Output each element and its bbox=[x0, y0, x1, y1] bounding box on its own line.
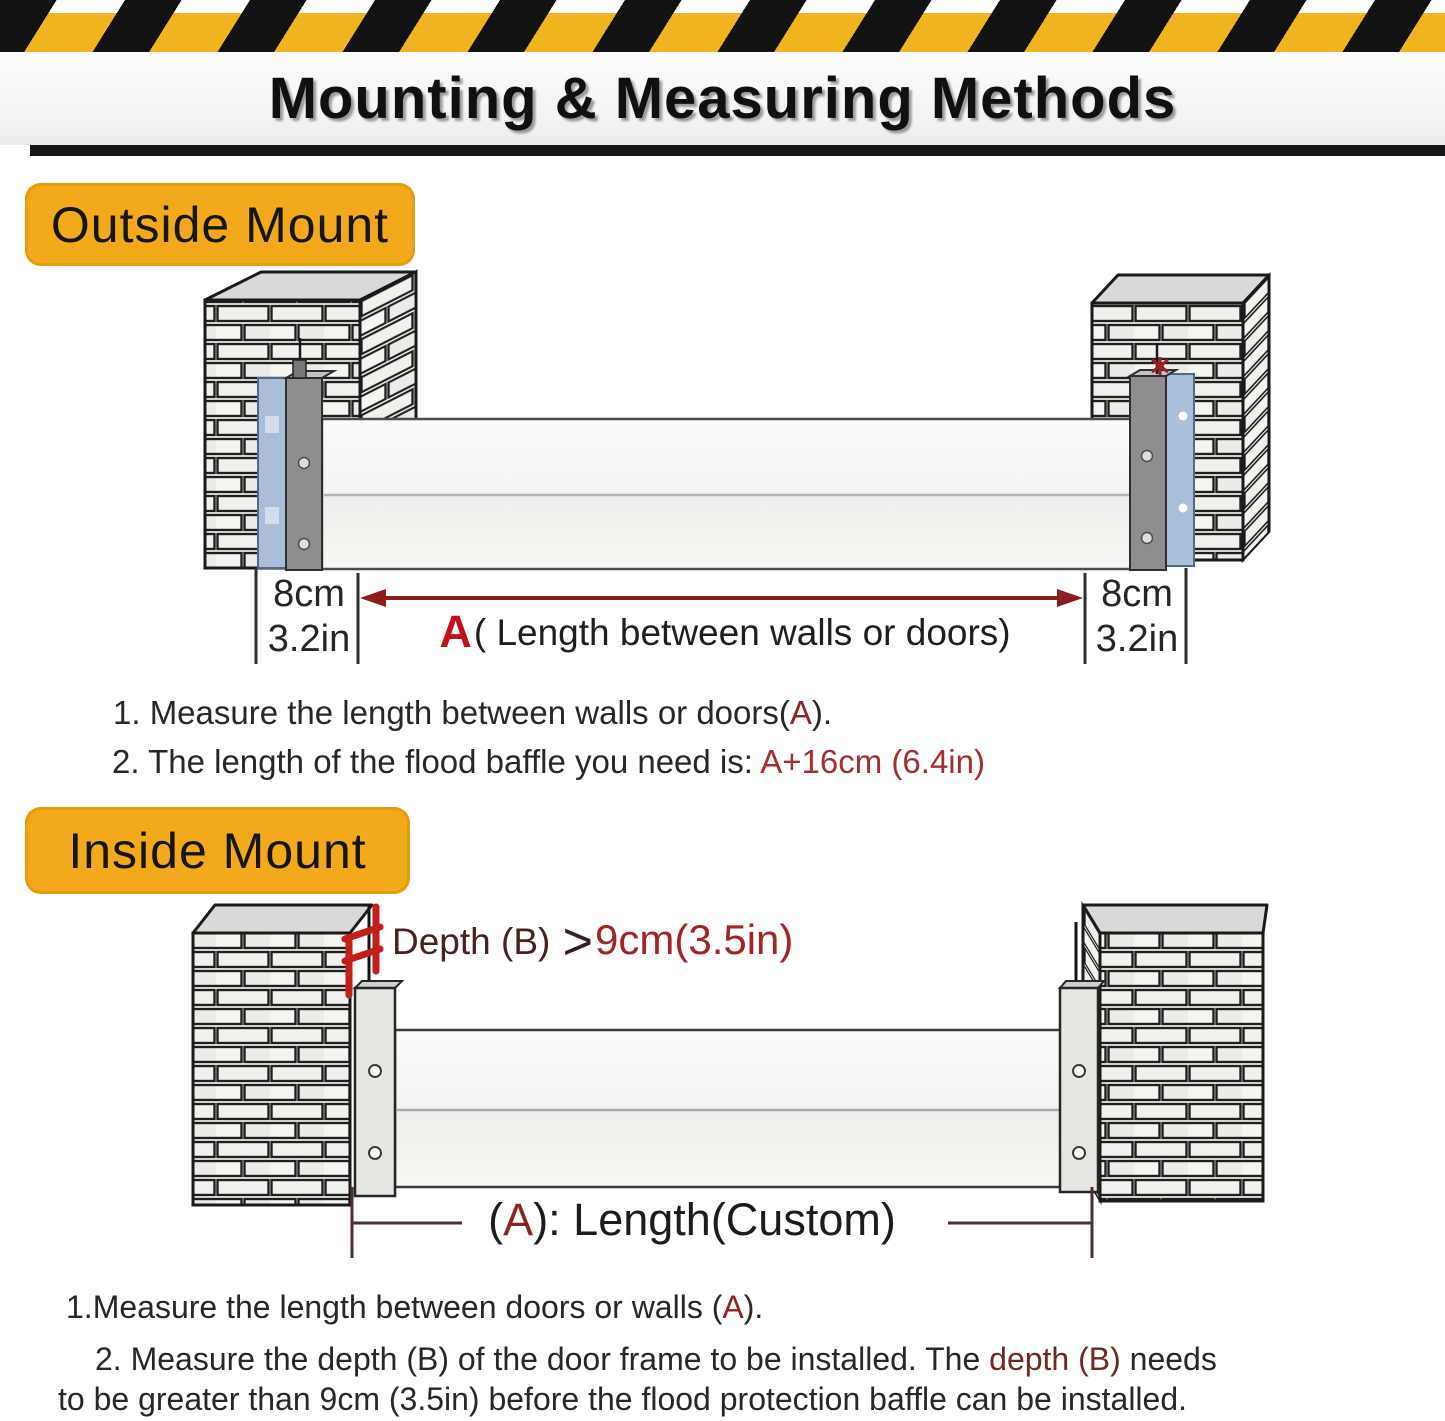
inside-step-2-line-2: to be greater than 9cm (3.5in) before the flood protection baffle can be installed. bbox=[58, 1381, 1188, 1417]
length-custom-label bbox=[412, 1194, 972, 1246]
right-gap-cm: 8cm bbox=[1101, 573, 1173, 615]
step-highlight: A bbox=[722, 1289, 744, 1325]
right-gap-measurement bbox=[1086, 572, 1188, 662]
pillar-top-face bbox=[1083, 905, 1267, 933]
inside-right-pillar bbox=[1083, 905, 1267, 1201]
depth-value: 9cm(3.5in) bbox=[595, 916, 794, 963]
outside-flood-barrier-panel bbox=[322, 419, 1134, 569]
length-a-label bbox=[380, 606, 1070, 658]
greater-than-symbol: > bbox=[562, 913, 593, 971]
screw-hole bbox=[369, 1147, 381, 1159]
right-gap-in: 3.2in bbox=[1095, 618, 1179, 660]
outside-left-channel-strip bbox=[258, 378, 286, 568]
left-gap-cm: 8cm bbox=[273, 573, 345, 615]
left-gap-in: 3.2in bbox=[267, 618, 351, 660]
depth-b-label bbox=[392, 912, 793, 972]
pillar-top-face bbox=[1092, 275, 1269, 303]
step-text: 2. Measure the depth (B) of the door frame to be installed. The bbox=[95, 1341, 990, 1377]
step-text: 2. The length of the flood baffle you need is: bbox=[112, 743, 761, 780]
pillar-front-face bbox=[1100, 933, 1263, 1201]
outside-step-1 bbox=[113, 694, 832, 732]
step-text: 1.Measure the length between doors or walls ( bbox=[66, 1289, 723, 1325]
length-text: ): Length(Custom) bbox=[533, 1194, 896, 1245]
inside-step-2-line-1 bbox=[95, 1341, 1217, 1378]
inside-flood-barrier-panel bbox=[395, 1030, 1062, 1187]
left-gap-measurement bbox=[258, 572, 360, 662]
screw-hole bbox=[1142, 451, 1153, 462]
outside-right-channel-strip bbox=[1166, 374, 1194, 566]
length-a-arrow bbox=[360, 589, 1083, 607]
step-text: 1. Measure the length between walls or doors( bbox=[113, 694, 790, 731]
page-title: Mounting & Measuring Methods bbox=[268, 66, 1177, 131]
outside-step-2 bbox=[112, 743, 985, 781]
step-highlight: A+16cm (6.4in) bbox=[760, 743, 985, 780]
step-text: ). bbox=[743, 1289, 764, 1325]
step-text: needs bbox=[1120, 1341, 1217, 1377]
length-text: ( bbox=[488, 1194, 504, 1245]
length-letter: A bbox=[503, 1194, 534, 1245]
inside-left-pillar bbox=[193, 905, 372, 1205]
step-highlight: depth (B) bbox=[989, 1341, 1121, 1377]
step-highlight: A bbox=[789, 694, 812, 731]
screw-hole bbox=[369, 1065, 381, 1077]
length-a-text: ( Length between walls or doors) bbox=[473, 612, 1011, 653]
outside-mount-badge: Outside Mount bbox=[25, 183, 415, 266]
depth-text: Depth (B) bbox=[392, 921, 561, 962]
pillar-side-face bbox=[1243, 275, 1269, 560]
pillar-top-face bbox=[193, 905, 372, 933]
inside-step-1 bbox=[66, 1289, 763, 1326]
step-text: ). bbox=[811, 694, 833, 731]
screw-hole bbox=[299, 458, 310, 469]
inside-mount-badge: Inside Mount bbox=[25, 807, 410, 894]
screw-hole bbox=[1073, 1065, 1085, 1077]
pillar-front-face bbox=[193, 933, 350, 1205]
screw-hole bbox=[1142, 533, 1153, 544]
length-a-letter: A bbox=[439, 606, 472, 657]
screw-hole bbox=[299, 539, 310, 550]
screw-hole bbox=[1073, 1147, 1085, 1159]
anchor-tab bbox=[293, 360, 306, 378]
